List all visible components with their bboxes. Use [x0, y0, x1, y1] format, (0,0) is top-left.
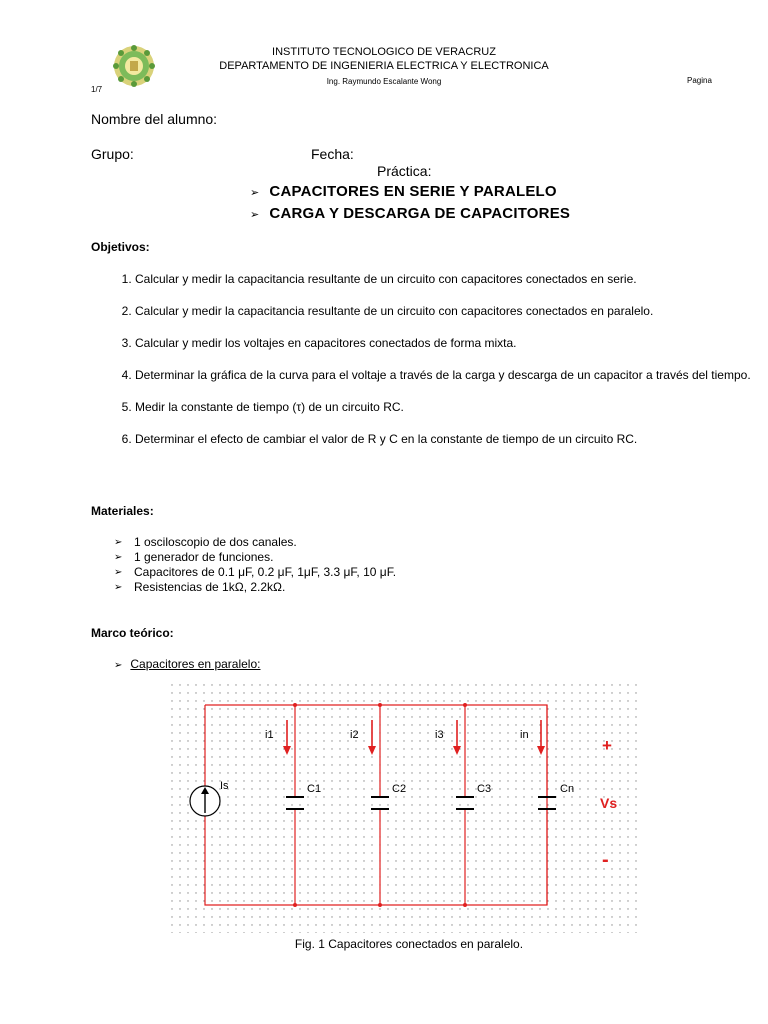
materials-list	[114, 535, 396, 595]
group-label: Grupo:	[91, 146, 134, 162]
institution-name: INSTITUTO TECNOLOGICO DE VERACRUZ	[272, 46, 496, 58]
department-name: DEPARTAMENTO DE INGENIERIA ELECTRICA Y ELECTRONICA	[219, 60, 549, 72]
material-text: 1 osciloscopio de dos canales.	[134, 535, 297, 549]
material-text: Resistencias de 1kΩ, 2.2kΩ.	[134, 580, 286, 594]
arrow-bullet-icon: ➢	[250, 209, 260, 221]
student-name-label: Nombre del alumno:	[91, 111, 218, 127]
junction-dot	[463, 903, 467, 907]
material-text: Capacitores de 0.1 μF, 0.2 μF, 1μF, 3.3 μF, 10 μF.	[134, 565, 397, 579]
current-label-1: i1	[265, 729, 274, 741]
objectives-heading: Objetivos:	[91, 240, 150, 254]
minus-sign: -	[602, 849, 609, 871]
objective-item: 4. Determinar la gráfica de la curva para el voltaje a través de la carga y descarga de un capacitor a través del tiempo.	[135, 368, 768, 383]
figure-caption: Fig. 1 Capacitores conectados en paralelo.	[294, 937, 524, 951]
subsection-title	[114, 657, 260, 671]
practice-title-2	[250, 205, 570, 222]
arrow-bullet-icon: ➢	[114, 660, 123, 671]
plus-sign: +	[602, 736, 612, 755]
parallel-circuit-diagram	[170, 683, 640, 933]
objective-item: 3. Calcular y medir los voltajes en capacitores conectados de forma mixta.	[135, 336, 768, 351]
practice-title-text: CARGA Y DESCARGA DE CAPACITORES	[269, 205, 571, 222]
materials-heading: Materiales:	[91, 504, 154, 518]
material-item	[114, 565, 396, 580]
author-name: Ing. Raymundo Escalante Wong	[326, 77, 442, 86]
objective-item: 6. Determinar el efecto de cambiar el valor de R y C en la constante de tiempo de un circuito RC.	[135, 432, 768, 447]
material-text: 1 generador de funciones.	[134, 550, 274, 564]
current-label-2: i2	[350, 729, 359, 741]
arrow-bullet-icon: ➢	[250, 187, 260, 199]
grid-background	[170, 683, 640, 933]
arrow-bullet-icon: ➢	[114, 567, 123, 578]
capacitor-label-3: C3	[477, 783, 492, 795]
current-label-n: in	[520, 729, 529, 741]
voltage-label: Vs	[600, 795, 618, 811]
current-label-3: i3	[435, 729, 444, 741]
arrow-bullet-icon: ➢	[114, 552, 123, 563]
objective-item: 5. Medir la constante de tiempo (τ) de un circuito RC.	[135, 400, 768, 415]
capacitor-label-2: C2	[392, 783, 407, 795]
practice-title-1	[250, 183, 557, 200]
objective-item: 1. Calcular y medir la capacitancia resultante de un circuito con capacitores conectados en serie.	[135, 272, 768, 287]
theory-heading: Marco teórico:	[91, 626, 174, 640]
practice-title-text: CAPACITORES EN SERIE Y PARALELO	[269, 183, 557, 200]
junction-dot	[293, 703, 297, 707]
subsection-text: Capacitores en paralelo:	[130, 657, 261, 671]
material-item	[114, 550, 396, 565]
junction-dot	[293, 903, 297, 907]
junction-dot	[378, 903, 382, 907]
capacitor-label-n: Cn	[560, 783, 575, 795]
objectives-list	[90, 272, 768, 464]
page-label: Pagina	[687, 76, 712, 85]
material-item	[114, 580, 396, 595]
practice-label: Práctica:	[377, 163, 432, 179]
arrow-bullet-icon: ➢	[114, 582, 123, 593]
arrow-bullet-icon: ➢	[114, 537, 123, 548]
source-label: Is	[220, 780, 229, 792]
date-label: Fecha:	[311, 146, 354, 162]
objective-item: 2. Calcular y medir la capacitancia resultante de un circuito con capacitores conectados en paralelo.	[135, 304, 768, 319]
junction-dot	[378, 703, 382, 707]
capacitor-label-1: C1	[307, 783, 322, 795]
current-source-symbol	[190, 786, 220, 816]
junction-dot	[463, 703, 467, 707]
page-number: 1/7	[91, 85, 103, 94]
material-item	[114, 535, 396, 550]
